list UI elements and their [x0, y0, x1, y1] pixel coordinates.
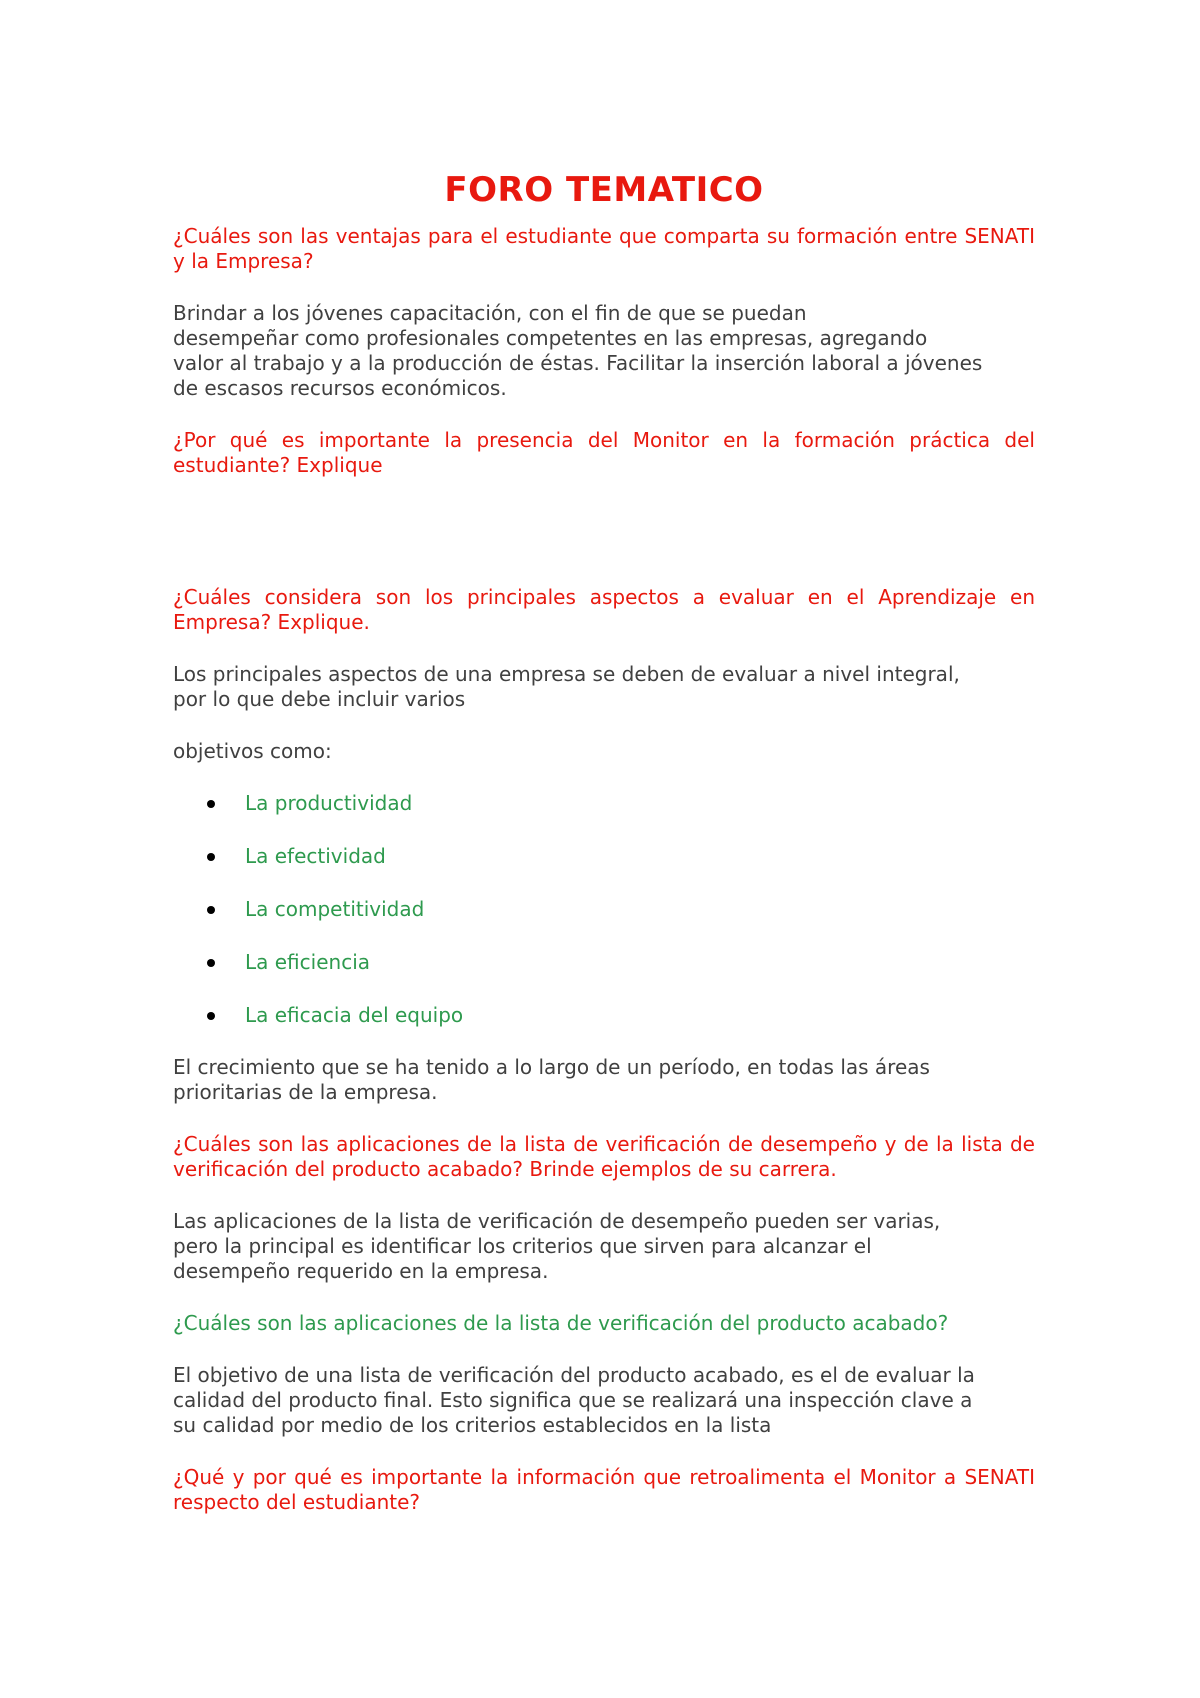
bullet-icon — [207, 1012, 215, 1020]
bullet-icon — [207, 959, 215, 967]
answer-line: Las aplicaciones de la lista de verificación de desempeño pueden ser varias, — [173, 1209, 941, 1233]
question-retroalimentacion: ¿Qué y por qué es importante la información que retroalimenta el Monitor a SENATI respecto del estudiante? — [173, 1465, 1035, 1514]
answer-line: valor al trabajo y a la producción de éstas. Facilitar la inserción laboral a jóvenes — [173, 351, 983, 375]
answer-aplicaciones — [173, 1209, 1035, 1284]
bullet-icon — [207, 800, 215, 808]
answer-ventajas — [173, 301, 1035, 401]
answer-line: por lo que debe incluir varios — [173, 687, 466, 711]
bullet-icon — [207, 906, 215, 914]
answer-line: prioritarias de la empresa. — [173, 1080, 438, 1104]
list-item — [173, 1003, 1035, 1028]
bullet-icon — [207, 853, 215, 861]
list-item — [173, 897, 1035, 922]
objectives-lead: objetivos como: — [173, 739, 332, 763]
objective-text: La eficiencia — [245, 950, 370, 974]
answer-line: de escasos recursos económicos. — [173, 376, 507, 400]
answer-crecimiento — [173, 1055, 1035, 1105]
objective-text: La competitividad — [245, 897, 425, 921]
answer-line: Los principales aspectos de una empresa se deben de evaluar a nivel integral, — [173, 662, 960, 686]
answer-line: pero la principal es identificar los criterios que sirven para alcanzar el — [173, 1234, 872, 1258]
answer-line: desempeñar como profesionales competentes en las empresas, agregando — [173, 326, 928, 350]
answer-line: El objetivo de una lista de verificación del producto acabado, es el de evaluar la — [173, 1363, 975, 1387]
question-aspectos: ¿Cuáles considera son los principales aspectos a evaluar en el Aprendizaje en Empresa? Explique. — [173, 585, 1035, 634]
question-ventajas: ¿Cuáles son las ventajas para el estudiante que comparta su formación entre SENATI y la Empresa? — [173, 224, 1035, 273]
answer-aspectos — [173, 662, 1035, 712]
answer-producto-acabado — [173, 1363, 1035, 1438]
document-body — [173, 170, 1035, 1542]
objective-text: La productividad — [245, 791, 413, 815]
answer-line: Brindar a los jóvenes capacitación, con el fin de que se puedan — [173, 301, 807, 325]
answer-line: El crecimiento que se ha tenido a lo largo de un período, en todas las áreas — [173, 1055, 930, 1079]
question-monitor: ¿Por qué es importante la presencia del Monitor en la formación práctica del estudiante? Explique — [173, 428, 1035, 477]
answer-line: desempeño requerido en la empresa. — [173, 1259, 549, 1283]
objectives-list — [173, 791, 1035, 1028]
list-item — [173, 791, 1035, 816]
answer-line: su calidad por medio de los criterios establecidos en la lista — [173, 1413, 772, 1437]
blank-answer-space — [173, 505, 1035, 585]
document-title: FORO TEMATICO — [444, 170, 764, 210]
answer-line: calidad del producto final. Esto significa que se realizará una inspección clave a — [173, 1388, 973, 1412]
question-producto-acabado: ¿Cuáles son las aplicaciones de la lista de verificación del producto acabado? — [173, 1311, 949, 1335]
list-item — [173, 844, 1035, 869]
objective-text: La efectividad — [245, 844, 386, 868]
list-item — [173, 950, 1035, 975]
objective-text: La eficacia del equipo — [245, 1003, 464, 1027]
question-aplicaciones: ¿Cuáles son las aplicaciones de la lista de verificación de desempeño y de la lista de verificación del producto acabado? Brinde ejemplos de su carrera. — [173, 1132, 1035, 1181]
